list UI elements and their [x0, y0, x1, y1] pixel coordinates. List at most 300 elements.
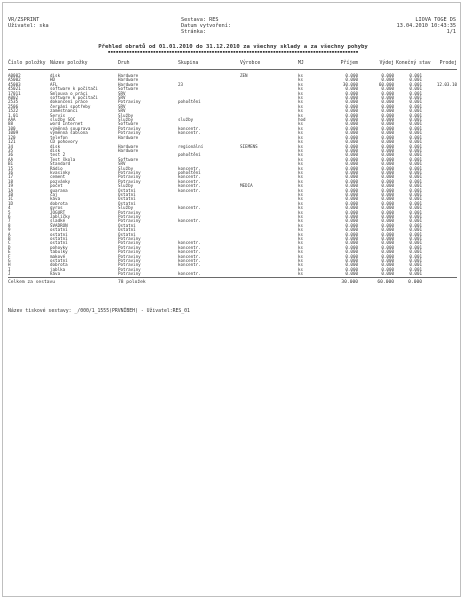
cell-mj: ks	[298, 253, 304, 259]
cell-stav: 0.001	[409, 209, 422, 215]
cell-prijem: 0.000	[345, 266, 358, 272]
cell-prijem: 0.000	[345, 99, 358, 105]
cell-mj: ks	[298, 90, 304, 96]
cell-stav: 0.001	[409, 121, 422, 127]
cell-cislo: 34	[8, 143, 14, 149]
cell-prijem: 0.000	[345, 161, 358, 167]
cell-cislo: 5	[8, 209, 11, 215]
cell-cislo: B1	[8, 161, 14, 167]
cell-cislo: F	[8, 253, 11, 259]
cell-nazev: telefon	[50, 134, 68, 140]
cell-druh: Hardware	[118, 147, 139, 153]
cell-mj: ks	[298, 196, 304, 202]
table-body	[8, 74, 457, 277]
cell-cislo: 1B	[8, 191, 14, 197]
cell-mj: ks	[298, 236, 304, 242]
cell-prijem: 0.000	[345, 125, 358, 131]
cell-nazev: Smlouva o práci	[50, 90, 88, 96]
cell-nazev: AFL	[50, 81, 58, 87]
cell-vyrobce: SIEMENS	[240, 143, 258, 149]
cell-vydej: 0.000	[381, 271, 394, 277]
cell-prijem: 0.000	[345, 249, 358, 255]
cell-nazev: dokončení práce	[50, 99, 88, 105]
cell-nazev: výměnná souprava	[50, 125, 91, 131]
cell-vydej: 0.000	[381, 240, 394, 246]
header-datetime: 13.04.2010 10:43:35	[396, 23, 456, 29]
cell-cislo: G	[8, 258, 11, 264]
cell-vydej: 0.000	[381, 125, 394, 131]
cell-prijem: 0.000	[345, 183, 358, 189]
cell-mj: ks	[298, 77, 304, 83]
cell-vydej: 0.000	[381, 108, 394, 114]
cell-vydej: 0.000	[381, 134, 394, 140]
cell-mj: ks	[298, 81, 304, 87]
column-header-row	[8, 61, 457, 68]
cell-stav: 0.001	[409, 222, 422, 228]
cell-nazev: pohovky	[50, 244, 68, 250]
cell-druh: Software	[118, 86, 139, 92]
header-report-label: Sestava: RES	[181, 17, 219, 23]
cell-prijem: 0.000	[345, 214, 358, 219]
cell-mj: ks	[298, 152, 304, 158]
cell-prijem: 0.000	[345, 77, 358, 83]
cell-nazev: ostatní	[50, 236, 68, 242]
cell-nazev: software k počítači	[50, 95, 98, 101]
cell-stav: 0.001	[409, 205, 422, 211]
cell-cislo: 18	[8, 178, 14, 184]
cell-vydej: 0.000	[381, 174, 394, 180]
cell-cislo: A002	[8, 95, 19, 101]
cell-stav: 0.001	[409, 196, 422, 202]
cell-vydej: 0.000	[381, 156, 394, 162]
cell-prodej: 12.03.10	[436, 81, 457, 87]
cell-vydej: 0.000	[381, 112, 394, 118]
cell-cislo: AA	[8, 156, 14, 162]
cell-mj: ks	[298, 183, 304, 189]
cell-druh: Služby	[118, 165, 134, 171]
cell-druh: SRV	[118, 95, 126, 101]
cell-stav: 0.001	[409, 134, 422, 140]
cell-mj: ks	[298, 169, 304, 175]
cell-cislo: 1.01	[8, 112, 19, 118]
cell-cislo: 9	[8, 227, 11, 233]
cell-stav: 0.001	[409, 108, 422, 114]
cell-cislo: 1D	[8, 200, 14, 206]
cell-nazev: ostatní	[50, 231, 68, 237]
cell-nazev: tabulky	[50, 249, 68, 255]
cell-stav: 0.001	[409, 156, 422, 162]
cell-stav: 0.001	[409, 143, 422, 149]
cell-skupina: koncentr.	[178, 187, 201, 193]
cell-mj: ks	[298, 258, 304, 264]
cell-druh: Hardware	[118, 143, 139, 149]
cell-skupina: koncentr.	[178, 165, 201, 171]
totals-prijem: 30.000	[341, 280, 358, 285]
cell-nazev: čerpání spotřeby	[50, 103, 91, 109]
cell-mj: ks	[298, 165, 304, 171]
cell-cislo: 45021	[8, 86, 21, 92]
header-left	[8, 17, 49, 29]
cell-prijem: 0.000	[345, 134, 358, 140]
cell-skupina: koncentr.	[178, 205, 201, 211]
col-prodej: Prodej	[439, 61, 457, 66]
cell-prijem: 0.000	[345, 112, 358, 118]
cell-prijem: 0.000	[345, 90, 358, 96]
cell-cislo: A0002	[8, 73, 21, 78]
cell-skupina: koncentr.	[178, 271, 201, 277]
cell-stav: 0.001	[409, 174, 422, 180]
cell-skupina: koncentr.	[178, 258, 201, 264]
cell-nazev: makové	[50, 253, 66, 259]
cell-stav: 0.001	[409, 262, 422, 268]
col-druh: Druh	[118, 61, 130, 66]
cell-cislo: I	[8, 266, 11, 272]
cell-druh: Ostatní	[118, 191, 136, 197]
cell-cislo: 17011	[8, 90, 21, 96]
cell-mj: ks	[298, 249, 304, 255]
cell-vydej: 0.000	[381, 178, 394, 184]
cell-skupina: koncentr.	[178, 174, 201, 180]
cell-druh: Ostatní	[118, 200, 136, 206]
cell-cislo: B	[8, 236, 11, 242]
cell-druh: Potraviny	[118, 174, 141, 180]
cell-mj: ks	[298, 222, 304, 228]
cell-prijem: 0.000	[345, 169, 358, 175]
cell-prijem: 0.000	[345, 86, 358, 92]
cell-stav: 0.001	[409, 73, 422, 78]
cell-cislo: 17	[8, 174, 14, 180]
cell-vydej: 0.000	[381, 77, 394, 83]
cell-cislo: 1C	[8, 196, 14, 202]
cell-mj: ks	[298, 262, 304, 268]
cell-nazev: káva	[50, 196, 61, 202]
cell-vydej: 0.000	[381, 130, 394, 136]
cell-vydej: 0.000	[381, 236, 394, 242]
cell-nazev: služby SOC	[50, 117, 76, 123]
cell-cislo: 7	[8, 218, 11, 224]
cell-vydej: 0.000	[381, 183, 394, 189]
cell-cislo: 1522	[8, 108, 19, 114]
cell-nazev: HD	[50, 77, 56, 83]
cell-nazev: cement	[50, 174, 66, 180]
cell-nazev: software k počítači	[50, 86, 98, 92]
cell-stav: 0.001	[409, 152, 422, 158]
cell-stav: 0.001	[409, 183, 422, 189]
cell-prijem: 0.000	[345, 103, 358, 109]
cell-nazev: ostatní	[50, 240, 68, 246]
cell-mj: ks	[298, 139, 304, 145]
cell-nazev: CD pohovory	[50, 139, 78, 145]
header-company: LIOVA TOGE DS	[415, 17, 456, 23]
cell-stav: 0.001	[409, 178, 422, 184]
cell-nazev: čaj	[50, 191, 58, 197]
cell-druh: Ostatní	[118, 231, 136, 237]
cell-stav: 0.001	[409, 244, 422, 250]
totals-rule	[8, 277, 457, 278]
cell-prijem: 0.000	[345, 95, 358, 101]
cell-druh: SRV	[118, 108, 126, 114]
cell-vydej: 0.000	[381, 266, 394, 272]
cell-stav: 0.001	[409, 95, 422, 101]
cell-nazev: disk	[50, 73, 61, 78]
cell-prijem: 30.000	[342, 81, 358, 87]
cell-druh: Služby	[118, 183, 134, 189]
cell-druh: SRV	[118, 161, 126, 167]
cell-vydej: 0.000	[381, 139, 394, 145]
cell-druh: Potraviny	[118, 253, 141, 259]
cell-stav: 0.001	[409, 240, 422, 246]
totals-vydej: 60.000	[377, 280, 394, 285]
cell-prijem: 0.000	[345, 262, 358, 268]
cell-druh: Ostatní	[118, 187, 136, 193]
cell-druh: Potraviny	[118, 258, 141, 264]
cell-nazev: gyros	[50, 205, 63, 211]
cell-vydej: 0.000	[381, 103, 394, 109]
cell-vydej: 0.000	[381, 161, 394, 167]
cell-nazev: Rádio	[50, 165, 63, 171]
cell-prijem: 0.000	[345, 108, 358, 114]
cell-skupina: koncentr.	[178, 262, 201, 268]
cell-nazev: disk	[50, 147, 61, 153]
cell-vydej: 0.000	[381, 86, 394, 92]
cell-stav: 0.001	[409, 266, 422, 272]
cell-cislo: 45003	[8, 81, 21, 87]
cell-stav: 0.001	[409, 214, 422, 219]
cell-vyrobce: ZEN	[240, 73, 248, 78]
cell-vyrobce: MEDIA	[240, 183, 253, 189]
cell-stav: 0.001	[409, 169, 422, 175]
cell-stav: 0.001	[409, 90, 422, 96]
col-nazev: Název položky	[50, 61, 88, 66]
report-title: Přehled obratů od 01.01.2010 do 31.12.2010 za všechny sklady a za všechny pohyby	[98, 44, 368, 50]
cell-cislo: 121	[8, 139, 16, 145]
cell-stav: 0.001	[409, 139, 422, 145]
cell-vydej: 0.000	[381, 95, 394, 101]
cell-prijem: 0.000	[345, 205, 358, 211]
cell-skupina: koncentr.	[178, 183, 201, 189]
cell-mj: ks	[298, 271, 304, 277]
cell-mj: ks	[298, 266, 304, 272]
cell-cislo: A5002	[8, 77, 21, 83]
cell-mj: hod	[298, 117, 306, 123]
cell-nazev: ostatní	[50, 227, 68, 233]
cell-prijem: 0.000	[345, 156, 358, 162]
cell-stav: 0.001	[409, 77, 422, 83]
cell-prijem: 0.000	[345, 227, 358, 233]
cell-cislo: E	[8, 249, 11, 255]
header-app: VR/ZSPRINT	[8, 17, 40, 23]
report-footer: Název tiskové sestavy: _/000/1_1555(PRVNÍBEH) - Uživatel:RES_01	[8, 309, 190, 314]
cell-prijem: 0.000	[345, 222, 358, 228]
cell-druh: Potraviny	[118, 262, 141, 268]
header-right	[319, 17, 456, 35]
cell-mj: ks	[298, 112, 304, 118]
cell-vydej: 0.000	[381, 258, 394, 264]
cell-cislo: H	[8, 262, 11, 268]
cell-vydej: 0.000	[381, 117, 394, 123]
cell-mj: ks	[298, 103, 304, 109]
cell-stav: 0.001	[409, 271, 422, 277]
cell-druh: Potraviny	[118, 209, 141, 215]
cell-cislo: 1009	[8, 130, 19, 136]
cell-prijem: 0.000	[345, 258, 358, 264]
cell-skupina: koncentr.	[178, 240, 201, 246]
cell-prijem: 0.000	[345, 174, 358, 180]
cell-mj: ks	[298, 134, 304, 140]
cell-prijem: 0.000	[345, 178, 358, 184]
col-vydej: Výdej	[379, 61, 394, 66]
cell-prijem: 0.000	[345, 218, 358, 224]
cell-mj: ks	[298, 231, 304, 237]
cell-vydej: 0.000	[381, 253, 394, 259]
cell-nazev: Test škola	[50, 156, 76, 162]
cell-mj: ks	[298, 174, 304, 180]
cell-druh: Potraviny	[118, 169, 141, 175]
cell-druh: Potraviny	[118, 266, 141, 272]
cell-vydej: 0.000	[381, 209, 394, 215]
cell-druh: Software	[118, 156, 139, 162]
cell-druh: Potraviny	[118, 244, 141, 250]
cell-stav: 0.001	[409, 258, 422, 264]
cell-nazev: Servis	[50, 112, 66, 118]
cell-druh: Potraviny	[118, 125, 141, 131]
cell-nazev: jablka	[50, 266, 66, 272]
cell-stav: 0.001	[409, 236, 422, 242]
cell-vydej: 0.000	[381, 262, 394, 268]
cell-druh: Ostatní	[118, 222, 136, 228]
cell-mj: ks	[298, 108, 304, 114]
cell-cislo: 100	[8, 125, 16, 131]
cell-vydej: 0.000	[381, 99, 394, 105]
cell-druh: Hardware	[118, 81, 139, 87]
cell-cislo: D	[8, 244, 11, 250]
cell-druh: Hardware	[118, 73, 139, 78]
cell-prijem: 0.000	[345, 240, 358, 246]
cell-druh: Hardware	[118, 77, 139, 83]
cell-vydej: 0.000	[381, 200, 394, 206]
header-page-label: Stránka:	[181, 29, 206, 35]
col-vyrobce: Výrobce	[240, 61, 261, 66]
cell-mj: ks	[298, 200, 304, 206]
cell-vydej: 0.000	[381, 169, 394, 175]
cell-prijem: 0.000	[345, 187, 358, 193]
cell-stav: 0.001	[409, 117, 422, 123]
cell-vydej: 0.000	[381, 196, 394, 202]
cell-prijem: 0.000	[345, 73, 358, 78]
cell-vydej: 0.000	[381, 187, 394, 193]
cell-skupina: 23	[178, 81, 184, 87]
cell-mj: ks	[298, 130, 304, 136]
cell-mj: ks	[298, 161, 304, 167]
cell-druh: Potraviny	[118, 130, 141, 136]
cell-druh: Služby	[118, 205, 134, 211]
cell-nazev: počet	[50, 183, 63, 189]
cell-druh: Ostatní	[118, 196, 136, 202]
cell-vydej: 0.000	[381, 191, 394, 197]
cell-druh: Potraviny	[118, 236, 141, 242]
cell-vydej: 0.000	[381, 90, 394, 96]
cell-skupina: pohoštění	[178, 169, 201, 175]
cell-prijem: 0.000	[345, 147, 358, 153]
cell-vydej: 0.000	[381, 249, 394, 255]
cell-druh: Služby	[118, 117, 134, 123]
report-subtitle: ▪▪▪▪▪▪▪▪▪▪▪▪▪▪▪▪▪▪▪▪▪▪▪▪▪▪▪▪▪▪▪▪▪▪▪▪▪▪▪▪▪▪▪▪▪▪▪▪▪▪▪▪▪▪▪▪▪▪▪▪▪▪▪▪▪▪▪▪▪▪▪▪▪▪▪▪▪▪▪▪▪▪▪▪▪▪▪▪▪▪▪▪▪▪	[107, 50, 359, 55]
cell-stav: 0.001	[409, 112, 422, 118]
cell-prijem: 0.000	[345, 200, 358, 206]
cell-vydej: 0.000	[381, 231, 394, 237]
cell-mj: ks	[298, 218, 304, 224]
cell-prijem: 0.000	[345, 130, 358, 136]
cell-skupina: koncentr.	[178, 253, 201, 259]
cell-prijem: 0.000	[345, 117, 358, 123]
cell-prijem: 0.000	[345, 165, 358, 171]
cell-druh: SRV	[118, 90, 126, 96]
cell-vydej: 0.000	[381, 147, 394, 153]
cell-skupina: pohoštění	[178, 99, 201, 105]
report-page	[2, 2, 461, 597]
col-cislo: Číslo položky	[8, 61, 46, 66]
cell-mj: ks	[298, 240, 304, 246]
cell-nazev: guarana	[50, 187, 68, 193]
cell-vydej: 0.000	[381, 227, 394, 233]
cell-skupina: koncentr.	[178, 249, 201, 255]
cell-vydej: 60.000	[378, 81, 394, 87]
cell-cislo: 1A	[8, 187, 14, 193]
cell-mj: ks	[298, 125, 304, 131]
cell-mj: ks	[298, 156, 304, 162]
cell-mj: ks	[298, 178, 304, 184]
cell-druh: Potraviny	[118, 218, 141, 224]
cell-stav: 0.001	[409, 125, 422, 131]
totals-row	[8, 280, 457, 286]
cell-stav: 0.001	[409, 130, 422, 136]
cell-druh: Software	[118, 121, 139, 127]
cell-nazev: kvasinky	[50, 169, 71, 175]
cell-stav: 0.001	[409, 200, 422, 206]
cell-mj: ks	[298, 99, 304, 105]
cell-druh: SRV	[118, 103, 126, 109]
cell-nazev: Standard	[50, 161, 71, 167]
totals-count: 78 položek	[118, 280, 146, 285]
cell-nazev: sladké	[50, 218, 66, 224]
cell-skupina: koncentr.	[178, 218, 201, 224]
cell-nazev: Jablíčky	[50, 214, 71, 219]
cell-druh: Potraviny	[118, 249, 141, 255]
cell-stav: 0.001	[409, 191, 422, 197]
cell-nazev: ostatní	[50, 258, 68, 264]
header-middle	[181, 17, 231, 35]
totals-label: Celkem za sestavu	[8, 280, 56, 285]
cell-vydej: 0.000	[381, 152, 394, 158]
cell-stav: 0.001	[409, 253, 422, 259]
cell-prijem: 0.000	[345, 121, 358, 127]
cell-druh: Služby	[118, 112, 134, 118]
cell-mj: ks	[298, 209, 304, 215]
col-stav: Konečný stav	[396, 61, 431, 66]
cell-mj: ks	[298, 147, 304, 153]
cell-vydej: 0.000	[381, 218, 394, 224]
cell-vydej: 0.000	[381, 244, 394, 250]
cell-nazev: pozvánky	[50, 178, 71, 184]
cell-cislo: A	[8, 231, 11, 237]
cell-skupina: koncentr.	[178, 130, 201, 136]
cell-vydej: 0.000	[381, 165, 394, 171]
cell-mj: ks	[298, 191, 304, 197]
cell-stav: 0.001	[409, 99, 422, 105]
cell-nazev: disk	[50, 143, 61, 149]
cell-druh: Potraviny	[118, 271, 141, 277]
cell-skupina: služby	[178, 117, 194, 123]
